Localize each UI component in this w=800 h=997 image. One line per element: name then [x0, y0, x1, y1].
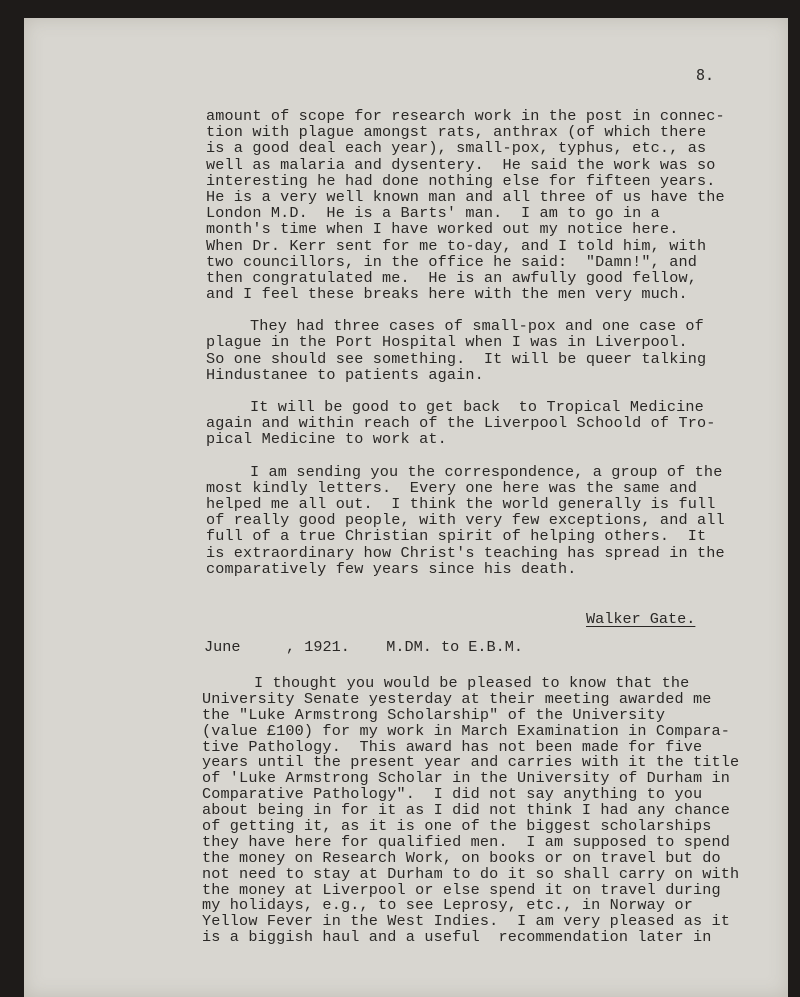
- text-line: about being in for it as I did not think I had any chance: [202, 801, 731, 820]
- text-line: Yellow Fever in the West Indies. I am very pleased as it: [202, 912, 731, 931]
- text-line: Comparative Pathology". I did not say anything to you: [202, 785, 703, 804]
- letter-body: [206, 108, 766, 593]
- text-line: Hindustanee to patients again.: [206, 365, 484, 384]
- text-line: They had three cases of small-pox and one case of: [250, 317, 704, 336]
- text-line: and I feel these breaks here with the men very much.: [206, 285, 688, 304]
- text-line: interesting he had done nothing else for fifteen years.: [206, 171, 716, 190]
- text-line: is extraordinary how Christ's teaching has spread in the: [206, 543, 725, 562]
- text-line: two councillors, in the office he said: "Damn!", and: [206, 252, 697, 271]
- text-line: of really good people, with very few exceptions, and all: [206, 511, 725, 530]
- text-line: well as malaria and dysentery. He said the work was so: [206, 155, 716, 174]
- letter-2-body: [202, 676, 768, 946]
- text-line: So one should see something. It will be queer talking: [206, 349, 707, 368]
- text-line: (value £100) for my work in March Examination in Compara-: [202, 721, 731, 740]
- text-line: amount of scope for research work in the post in connec-: [206, 107, 725, 125]
- text-line: plague in the Port Hospital when I was in Liverpool.: [206, 333, 688, 352]
- text-line: my holidays, e.g., to see Leprosy, etc., in Norway or: [202, 896, 693, 915]
- text-line: tion with plague amongst rats, anthrax (of which there: [206, 123, 707, 142]
- text-line: again and within reach of the Liverpool Schoold of Tro-: [206, 414, 716, 433]
- text-line: London M.D. He is a Barts' man. I am to go in a: [206, 204, 660, 223]
- text-line: not need to stay at Durham to do it so shall carry on with: [202, 864, 740, 883]
- text-line: When Dr. Kerr sent for me to-day, and I told him, with: [206, 236, 707, 255]
- text-line: pical Medicine to work at.: [206, 430, 447, 449]
- signature-walker-gate: Walker Gate.: [586, 610, 696, 628]
- text-line: of getting it, as it is one of the biggest scholarships: [202, 817, 712, 836]
- text-line: He is a very well known man and all three of us have the: [206, 187, 725, 206]
- text-line: I am sending you the correspondence, a group of the: [250, 462, 723, 481]
- text-line: years until the present year and carries with it the title: [202, 753, 740, 772]
- text-line: comparatively few years since his death.: [206, 559, 577, 578]
- paragraph-4: [206, 464, 766, 577]
- text-line: month's time when I have worked out my notice here.: [206, 220, 679, 239]
- text-line: is a biggish haul and a useful recommendation later in: [202, 928, 712, 947]
- paragraph-1: [206, 108, 766, 302]
- text-line: they have here for qualified men. I am supposed to spend: [202, 832, 731, 851]
- text-line: the money at Liverpool or else spend it on travel during: [202, 880, 721, 899]
- text-line: most kindly letters. Every one here was the same and: [206, 478, 697, 497]
- paragraph-2: [206, 318, 766, 383]
- text-line: University Senate yesterday at their meeting awarded me: [202, 689, 712, 708]
- text-line: helped me all out. I think the world generally is full: [206, 494, 716, 513]
- text-line: is a good deal each year), small-pox, typhus, etc., as: [206, 139, 707, 158]
- text-line: I thought you would be pleased to know that the: [254, 674, 690, 692]
- text-line: then congratulated me. He is an awfully good fellow,: [206, 268, 697, 287]
- paragraph-3: [206, 399, 766, 448]
- letter-dateline: June , 1921. M.DM. to E.B.M.: [204, 638, 523, 656]
- text-line: full of a true Christian spirit of helping others. It: [206, 527, 707, 546]
- text-line: tive Pathology. This award has not been made for five: [202, 737, 703, 756]
- text-line: It will be good to get back to Tropical Medicine: [250, 398, 704, 416]
- text-line: the "Luke Armstrong Scholarship" of the University: [202, 705, 666, 724]
- text-line: the money on Research Work, on books or on travel but do: [202, 848, 721, 867]
- page-number: 8.: [696, 66, 715, 84]
- text-line: of 'Luke Armstrong Scholar in the University of Durham in: [202, 769, 731, 788]
